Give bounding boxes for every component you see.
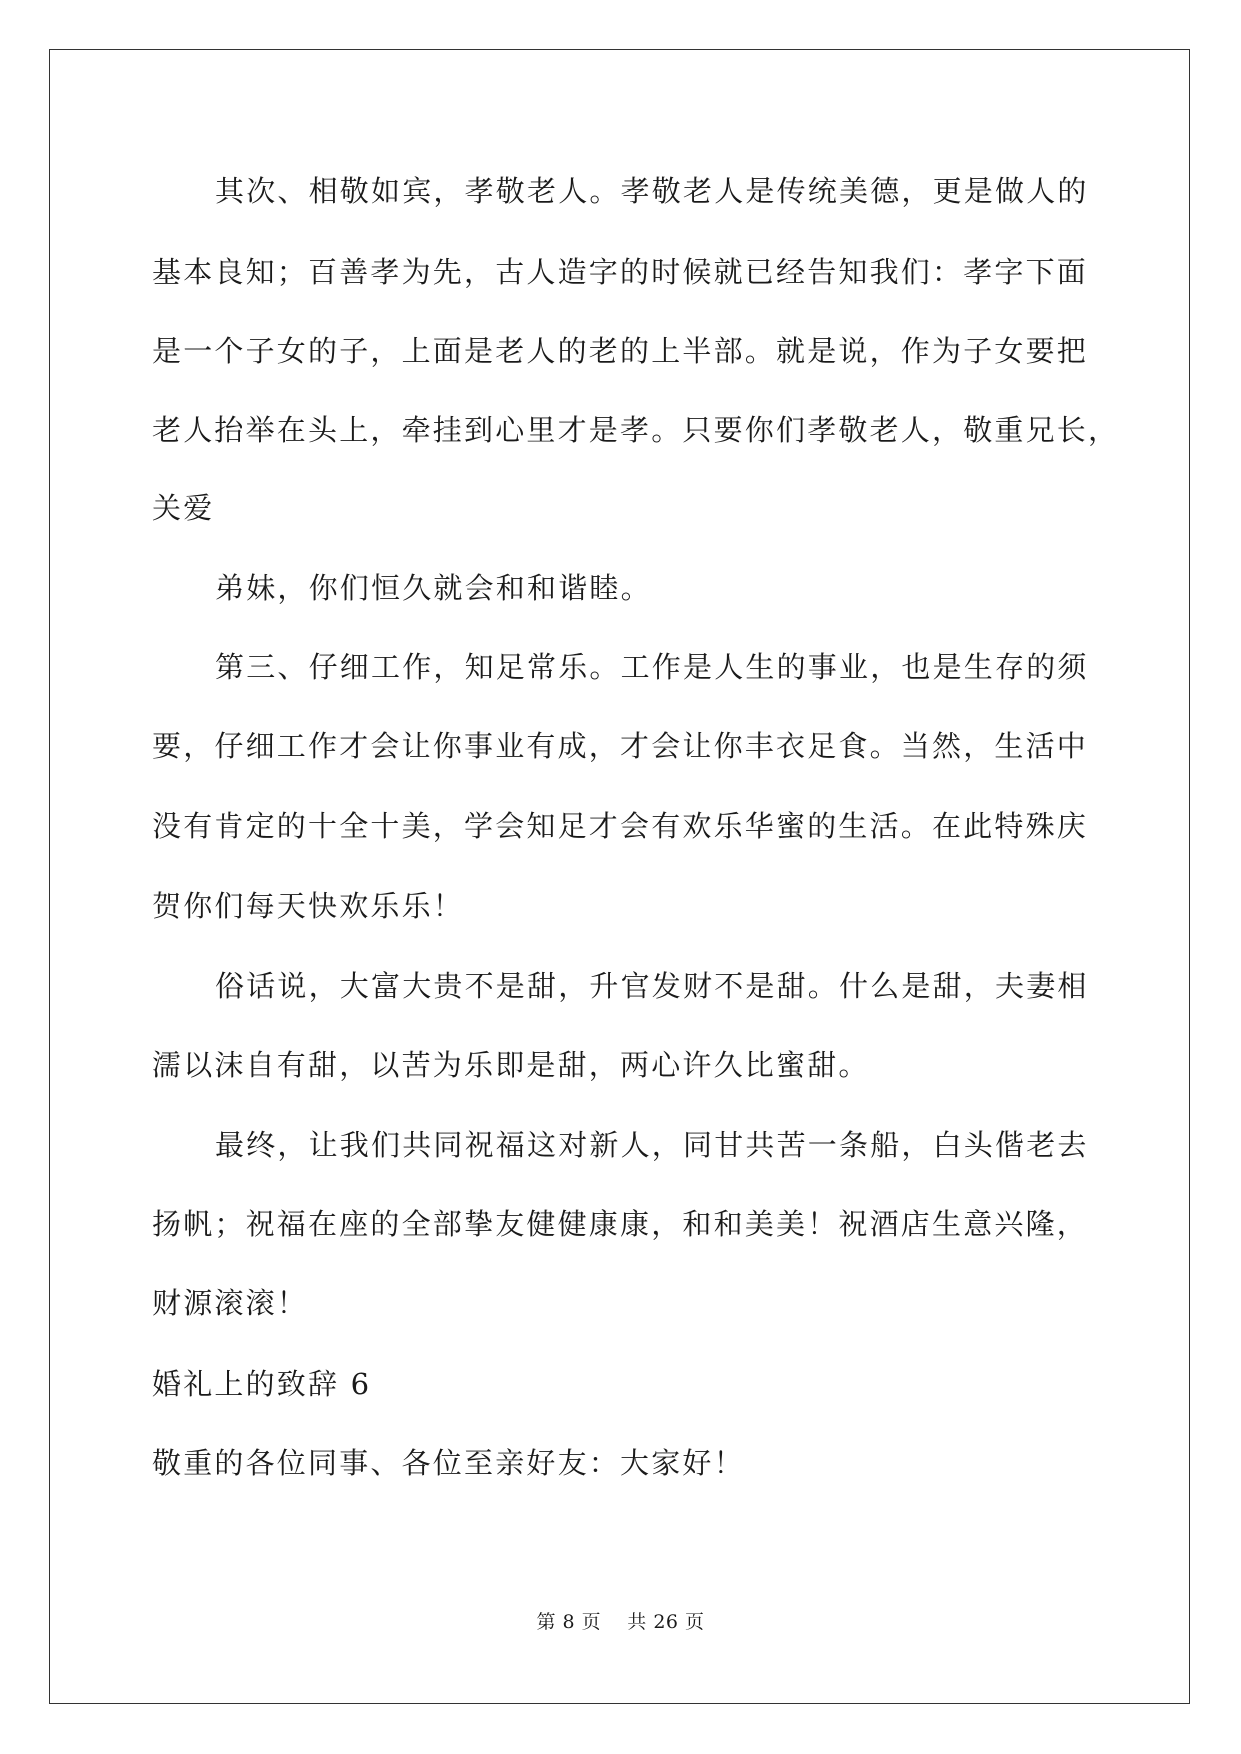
paragraph-line: 弟妹，你们恒久就会和和谐睦。	[215, 571, 652, 605]
paragraph-line: 是一个子女的子，上面是老人的老的上半部。就是说，作为子女要把	[152, 334, 1089, 368]
paragraph-line: 关爱	[152, 491, 215, 525]
paragraph-line: 贺你们每天快欢乐乐！	[152, 889, 465, 923]
paragraph-line: 扬帆；祝福在座的全部挚友健健康康，和和美美！祝酒店生意兴隆，	[152, 1207, 1089, 1241]
paragraph-line: 没有肯定的十全十美，学会知足才会有欢乐华蜜的生活。在此特殊庆	[152, 809, 1089, 843]
salutation-line: 敬重的各位同事、各位至亲好友：大家好！	[152, 1446, 745, 1480]
paragraph-line: 第三、仔细工作，知足常乐。工作是人生的事业，也是生存的须	[215, 650, 1089, 684]
paragraph-line: 基本良知；百善孝为先，古人造字的时候就已经告知我们：孝字下面	[152, 255, 1089, 289]
paragraph-line: 财源滚滚！	[152, 1286, 309, 1320]
section-heading: 婚礼上的致辞 6	[152, 1367, 372, 1401]
paragraph-line: 濡以沫自有甜，以苦为乐即是甜，两心许久比蜜甜。	[152, 1048, 870, 1082]
paragraph-line: 其次、相敬如宾，孝敬老人。孝敬老人是传统美德，更是做人的	[215, 174, 1089, 208]
paragraph-line: 要，仔细工作才会让你事业有成，才会让你丰衣足食。当然，生活中	[152, 729, 1089, 763]
page-footer: 第 8 页 共 26 页	[536, 1611, 705, 1633]
paragraph-line: 老人抬举在头上，牵挂到心里才是孝。只要你们孝敬老人，敬重兄长，	[152, 413, 1120, 447]
paragraph-line: 俗话说，大富大贵不是甜，升官发财不是甜。什么是甜，夫妻相	[215, 969, 1089, 1003]
paragraph-line: 最终，让我们共同祝福这对新人，同甘共苦一条船，白头偕老去	[215, 1128, 1089, 1162]
